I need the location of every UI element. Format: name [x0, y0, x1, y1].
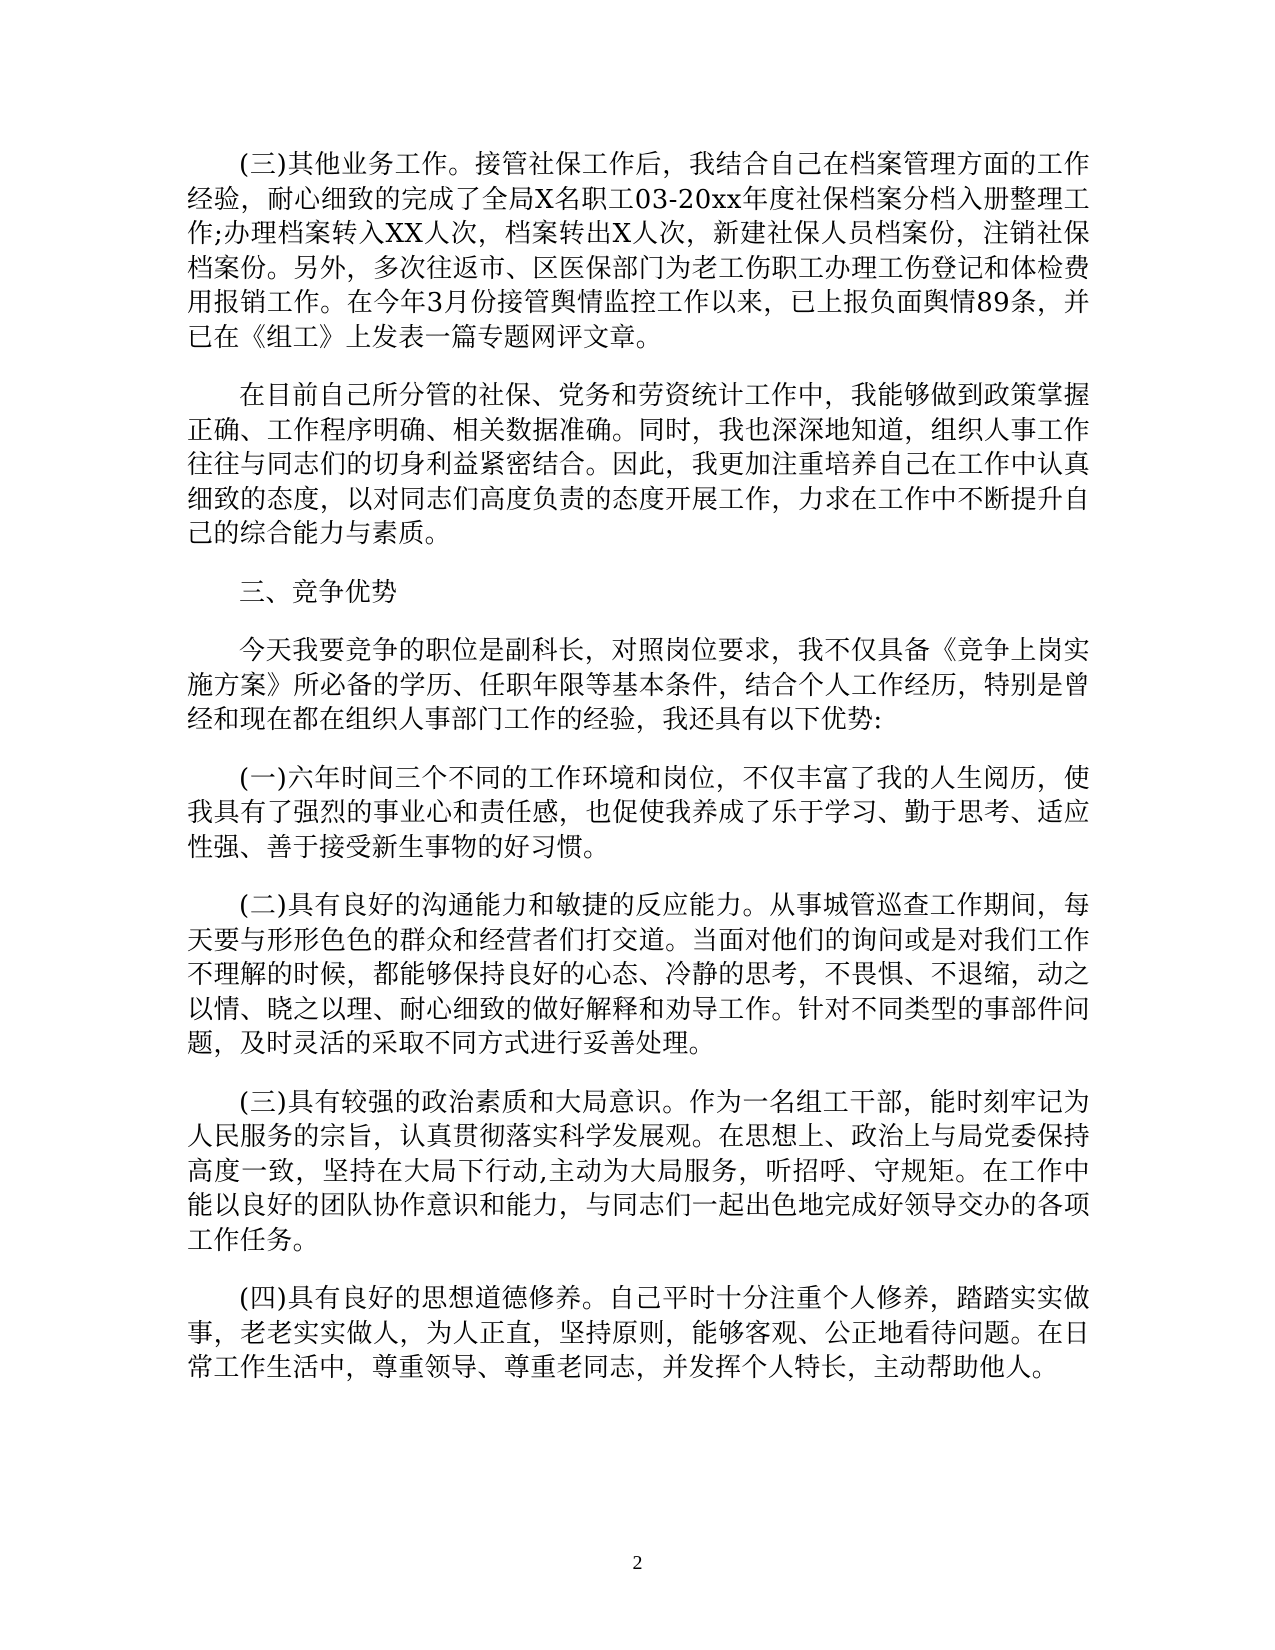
paragraph-work-attitude: 在目前自己所分管的社保、党务和劳资统计工作中，我能够做到政策掌握正确、工作程序明确、相关数据准确。同时，我也深深地知道，组织人事工作往往与同志们的切身利益紧密结合。因此，我更加注重培养自己在工作中认真细致的态度，以对同志们高度负责的态度开展工作，力求在工作中不断提升自己的综合能力与素质。: [187, 381, 1090, 549]
paragraph-advantage-3: (三)具有较强的政治素质和大局意识。作为一名组工干部，能时刻牢记为人民服务的宗旨，认真贯彻落实科学发展观。在思想上、政治上与局党委保持高度一致，坚持在大局下行动,主动为大局服务，听招呼、守规矩。在工作中能以良好的团队协作意识和能力，与同志们一起出色地完成好领导交办的各项工作任务。: [187, 1087, 1090, 1256]
paragraph-advantage-1: (一)六年时间三个不同的工作环境和岗位，不仅丰富了我的人生阅历，使我具有了强烈的事业心和责任感，也促使我养成了乐于学习、勤于思考、适应性强、善于接受新生事物的好习惯。: [187, 763, 1090, 863]
paragraph-advantage-4: (四)具有良好的思想道德修养。自己平时十分注重个人修养，踏踏实实做事，老老实实做人，为人正直，坚持原则，能够客观、公正地看待问题。在日常工作生活中，尊重领导、尊重老同志，并发挥个人特长，主动帮助他人。: [187, 1284, 1090, 1383]
section-heading-competitive-advantages: 三、竞争优势: [239, 577, 398, 608]
page-number: 2: [632, 1552, 643, 1574]
paragraph-advantage-2: (二)具有良好的沟通能力和敏捷的反应能力。从事城管巡查工作期间，每天要与形形色色的群众和经营者们打交道。当面对他们的询问或是对我们工作不理解的时候，都能够保持良好的心态、冷静的思考，不畏惧、不退缩，动之以情、晓之以理、耐心细致的做好解释和劝导工作。针对不同类型的事部件问题，及时灵活的采取不同方式进行妥善处理。: [187, 891, 1090, 1059]
document-body: [187, 148, 1090, 1410]
paragraph-other-business-work: (三)其他业务工作。接管社保工作后，我结合自己在档案管理方面的工作经验，耐心细致的完成了全局X名职工03-20xx年度社保档案分档入册整理工作;办理档案转入XX人次，档案转出X人次，新建社保人员档案份，注销社保档案份。另外，多次往返市、区医保部门为老工伤职工办理工伤登记和体检费用报销工作。在今年3月份接管舆情监控工作以来，已上报负面舆情89条，并已在《组工》上发表一篇专题网评文章。: [187, 150, 1090, 353]
paragraph-position-intro: 今天我要竞争的职位是副科长，对照岗位要求，我不仅具备《竞争上岗实施方案》所必备的学历、任职年限等基本条件，结合个人工作经历，特别是曾经和现在都在组织人事部门工作的经验，我还具有以下优势:: [187, 636, 1090, 735]
